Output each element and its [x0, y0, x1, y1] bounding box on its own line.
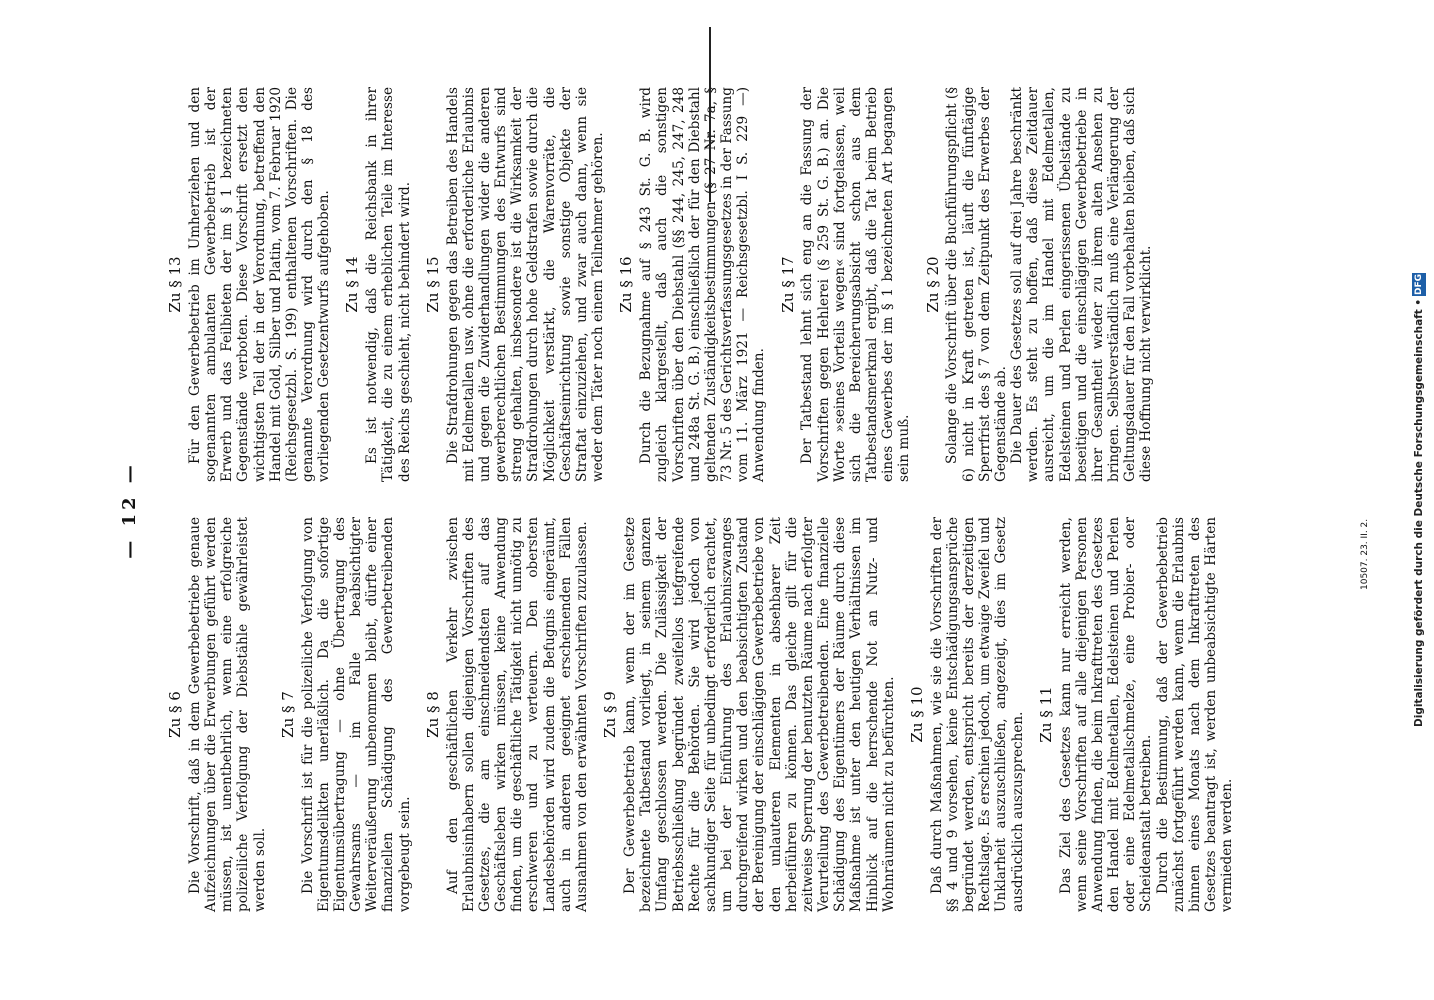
section-15	[425, 87, 607, 482]
paragraph: Die Dauer des Gesetzes soll auf drei Jahre beschränkt werden. Es steht zu hoffen, daß diese Zeitdauer ausreicht, um die im Handel mit Edelmetallen, Edelsteinen und Perlen eingerissenen Übelstände zu beseitigen und die einschlägigen Gewerbebetriebe in ihrer Gesamtheit wieder zu ihrem alten Ansehen zu bringen. Selbstverständlich muß eine Verlängerung der Geltungsdauer für den Fall vorbehalten bleiben, daß sich diese Hoffnung nicht verwirklicht.	[1009, 87, 1155, 482]
print-code: 10507. 23. II. 2.	[1360, 518, 1370, 590]
section-17	[780, 87, 913, 482]
end-rule	[709, 27, 711, 202]
section-14	[344, 87, 412, 482]
paragraph: Die Vorschrift, daß in dem Gewerbebetriebe genaue Aufzeichnungen über die Erwerbungen geführt werden müssen, ist unentbehrlich, wenn eine erfolgreiche polizeiliche Verfolgung der Diebstähle gewährleistet werden soll.	[186, 517, 268, 912]
section-11	[1038, 517, 1236, 912]
section-heading: Zu § 16	[617, 256, 636, 313]
digitization-note	[1412, 8, 1434, 992]
page-number: — 12 —	[119, 461, 140, 559]
paragraph: Durch die Bestimmung, daß der Gewerbebetrieb zunächst fortgeführt werden kann, wenn die Erlaubnis binnen eines Monats nach dem Inkrafttreten des Gesetzes beantragt ist, werden unbeabsichtigte Härten vermieden werden.	[1154, 517, 1236, 912]
section-heading: Zu § 14	[343, 256, 362, 313]
section-20	[925, 87, 1155, 482]
paragraph: Die Vorschrift ist für die polizeiliche Verfolgung von Eigentumsdelikten unerläßlich. Da die sofortige Eigentumsübertragung — ohne Übertragung des Gewahrsams — im Falle beabsichtigter Weiterveräußerung unbenommen bleibt, dürfte einer finanziellen Schädigung des Gewerbetreibenden vorgebeugt sein.	[299, 517, 413, 912]
section-heading: Zu § 20	[923, 256, 942, 313]
section-heading: Zu § 7	[278, 691, 297, 738]
section-heading: Zu § 10	[907, 686, 926, 743]
section-heading: Zu § 9	[601, 691, 620, 738]
section-heading: Zu § 11	[1036, 686, 1055, 743]
right-column	[163, 87, 1167, 482]
paragraph: Solange die Vorschrift über die Buchführungspflicht (§ 6) nicht in Kraft getreten ist, läuft die fünftägige Sperrfrist des § 7 von dem Zeitpunkt des Erwerbes der Gegenstände ab.	[944, 87, 1009, 482]
section-heading: Zu § 8	[423, 691, 442, 738]
paragraph: Für den Gewerbebetrieb im Umherziehen und den sogenannten ambulanten Gewerbebetrieb ist der Erwerb und das Feilbieten der im § 1 bezeichneten Gegenstände verboten. Diese Vorschrift ersetzt den wichtigsten Teil der in der Verordnung, betreffend den Handel mit Gold, Silber und Platin, vom 7. Februar 1920 (Reichsgesetzbl. S. 199) enthaltenen Vorschriften. Die genannte Verordnung wird durch den § 18 des vorliegenden Gesetzentwurfs aufgehoben.	[186, 87, 333, 482]
section-heading: Zu § 17	[778, 256, 797, 313]
document-page	[97, 30, 1337, 970]
dfg-logo: DFG	[1414, 273, 1424, 295]
section-heading: Zu § 15	[423, 256, 442, 313]
paragraph: Daß durch Maßnahmen, wie sie die Vorschriften der §§ 4 und 9 vorsehen, keine Entschädigungsansprüche begründet werden, entspricht bereits der derzeitigen Rechtslage. Es erschien jedoch, um etwaige Zweifel und Unklarheit auszuschließen, angezeigt, dies im Gesetz ausdrücklich auszusprechen.	[928, 517, 1026, 912]
section-16	[618, 87, 767, 482]
section-13	[167, 87, 332, 482]
section-8	[425, 517, 590, 912]
section-10	[909, 517, 1026, 912]
paragraph: Die Strafdrohungen gegen das Betreiben des Handels mit Edelmetallen usw. ohne die erforderliche Erlaubnis und gegen die Zuwiderhandlungen wider die anderen gewerberechtlichen Bestimmungen des Entwurfs sind streng gehalten, insbesondere ist die Wirksamkeit der Strafdrohungen durch hohe Geldstrafen sowie durch die Möglichkeit verstärkt, die Warenvorräte, die Geschäftseinrichtung sowie sonstige Objekte der Straftat einzuziehen, und zwar auch dann, wenn sie weder dem Täter noch einem Teilnehmer gehören.	[444, 87, 607, 482]
paragraph: Der Tatbestand lehnt sich eng an die Fassung der Vorschriften gegen Hehlerei (§ 259 St. G. B.) an. Die Worte »seines Vorteils wegen« sind fortgelassen, weil sich die Bereicherungsabsicht schon aus dem Tatbestandsmerkmal ergibt, daß die Tat beim Betrieb eines Gewerbes der im § 1 bezeichneten Art begangen sein muß.	[799, 87, 913, 482]
section-9	[602, 517, 897, 912]
left-column	[163, 517, 1248, 912]
paragraph: Auf den geschäftlichen Verkehr zwischen Erlaubnisinhabern sollen diejenigen Vorschriften des Gesetzes, die am einschneidendsten auf das Geschäftsleben wirken müssen, keine Anwendung finden, um die geschäftliche Tätigkeit nicht unnötig zu erschweren und zu verteuern. Den obersten Landesbehörden wird zudem die Befugnis eingeräumt, auch in anderen geeignet erscheinenden Fällen Ausnahmen von den erwähnten Vorschriften zuzulassen.	[444, 517, 590, 912]
paragraph: Es ist notwendig, daß die Reichsbank in ihrer Tätigkeit, die zu einem erheblichen Teile im Interesse des Reichs geschieht, nicht behindert wird.	[364, 87, 413, 482]
section-6	[167, 517, 268, 912]
section-7	[280, 517, 413, 912]
section-heading: Zu § 6	[166, 691, 184, 738]
section-heading: Zu § 13	[166, 256, 184, 313]
digitization-text: Digitalisierung gefördert durch die Deutsche Forschungsgemeinschaft •	[1413, 299, 1425, 728]
paragraph: Das Ziel des Gesetzes kann nur erreicht werden, wenn seine Vorschriften auf alle diejenigen Personen Anwendung finden, die beim Inkrafttreten des Gesetzes den Handel mit Edelmetallen, Edelsteinen und Perlen oder eine Edelmetallschmelze, eine Probier- oder Scheideanstalt betreiben.	[1057, 517, 1155, 912]
paragraph: Durch die Bezugnahme auf § 243 St. G. B. wird zugleich klargestellt, daß auch die sonstigen Vorschriften über den Diebstahl (§§ 244, 245, 247, 248 und 248a St. G. B.) einschließlich der für den Diebstahl geltenden Zuständigkeitsbestimmungen (§ 27 Nr. 7a, § 73 Nr. 5 des Gerichtsverfassungsgesetzes in der Fassung vom 11. März 1921 — Reichsgesetzbl. I S. 229 —) Anwendung finden.	[638, 87, 768, 482]
paragraph: Der Gewerbebetrieb kann, wenn der im Gesetze bezeichnete Tatbestand vorliegt, in seinem ganzen Umfang geschlossen werden. Die Zulässigkeit der Betriebsschließung begründet zweifellos tiefgreifende Rechte für die Behörden. Sie wird jedoch von sachkundiger Seite für unbedingt erforderlich erachtet, um bei der Einführung des Erlaubniszwanges durchgreifend wirken und den beabsichtigten Zustand der Bereinigung der einschlägigen Gewerbebetriebe von den unlauteren Elementen in absehbarer Zeit herbeiführen zu können. Das gleiche gilt für die zeitweise Sperrung der benutzten Räume nach erfolgter Verurteilung des Gewerbetreibenden. Eine finanzielle Schädigung des Eigentümers der Räume durch diese Maßnahme ist unter den heutigen Verhältnissen im Hinblick auf die herrschende Not an Nutz- und Wohnräumen nicht zu befürchten.	[621, 517, 897, 912]
